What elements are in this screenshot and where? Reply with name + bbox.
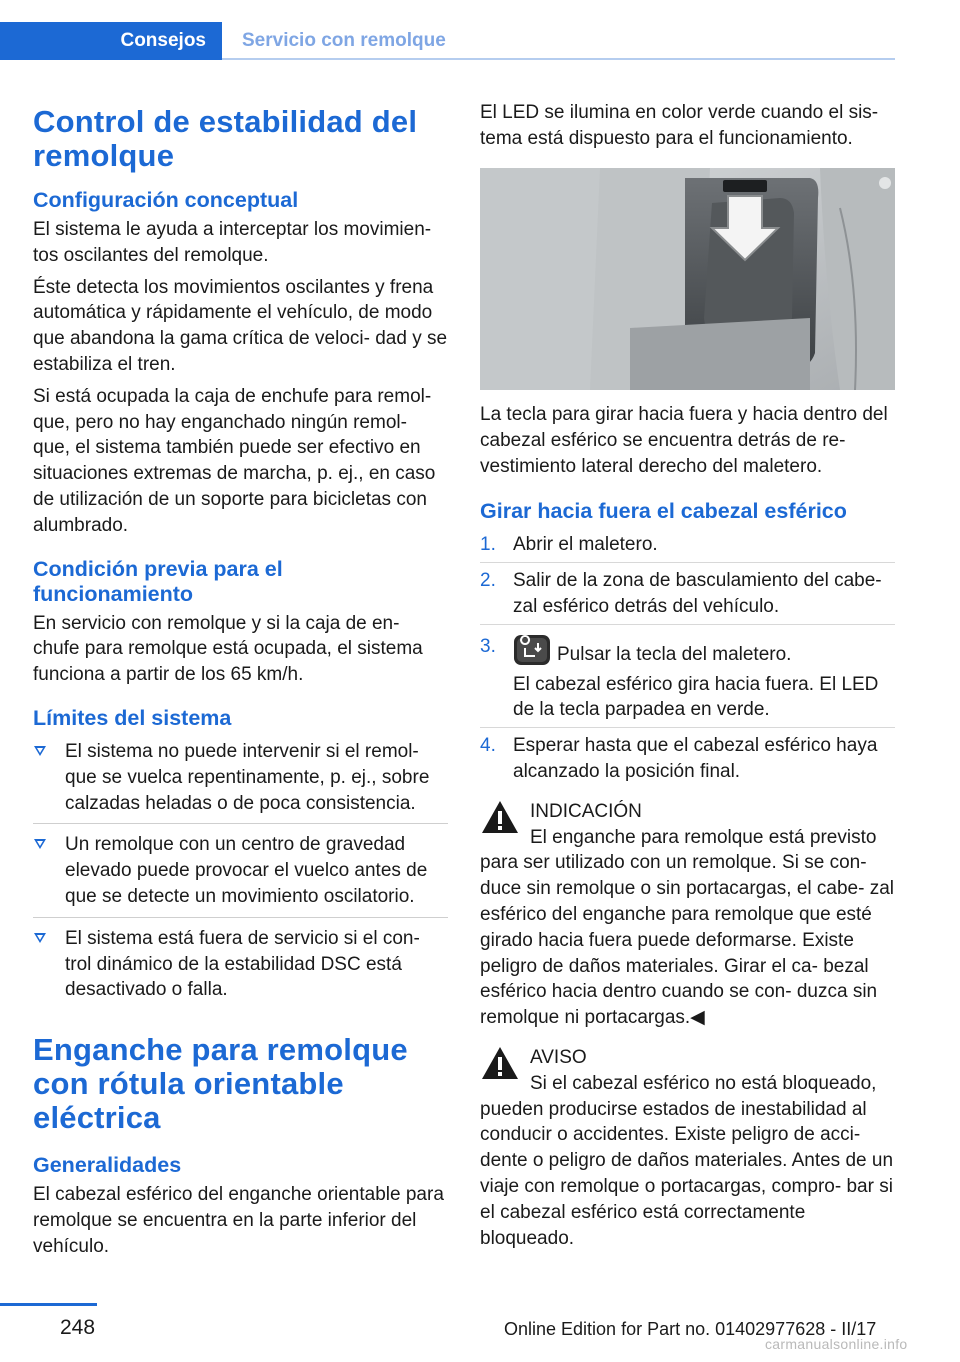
- divider: [480, 562, 895, 563]
- paragraph-button-location: La tecla para girar hacia fuera y hacia dentro del cabezal esférico se encuentra detrás de re‐ vestimiento lateral derecho del maletero.: [480, 404, 888, 477]
- note-body: El enganche para remolque está previsto para ser utilizado con un remolque. Si se con‐ duce sin remolque o sin portacargas, el cabe‐ zal esférico del enganche para remolque que esté girado hacia fuera puede deformarse. Existe peligro de daños materiales. Girar el ca‐ bezal esférico hacia dentro cuando se con‐ duzca sin remolque ni portacargas.◀: [480, 826, 895, 1029]
- watermark: carmanualsonline.info: [765, 1336, 908, 1352]
- divider: [480, 727, 895, 728]
- list-item-step-2: 2. Salir de la zona de basculamiento del cabe‐ zal esférico detrás del vehículo.: [480, 568, 895, 620]
- right-column: [480, 100, 895, 152]
- paragraph-condition: En servicio con remolque y si la caja de en‐ chufe para remolque está ocupada, el sistema funciona a partir de los 65 km/h.: [33, 612, 423, 686]
- list-item: El sistema no puede intervenir si el remol‐ que se vuelca repentinamente, p. ej., sobre calzadas heladas o de poca consistencia.: [33, 739, 448, 816]
- paragraph-general: El cabezal esférico del enganche orientable para remolque se encuentra en la parte inferior del vehículo.: [33, 1184, 444, 1257]
- divider: [33, 823, 448, 824]
- warning-triangle-icon: [480, 799, 520, 835]
- paragraph-concept-3: Si está ocupada la caja de enchufe para remol‐ que, pero no hay enganchado ningún remol‐ que, el sistema también puede ser efectivo en situaciones extremas de marcha, p. ej., en caso de utilización de un soporte para bicicletas con alumbrado.: [33, 385, 436, 536]
- warning-title: AVISO: [530, 1046, 587, 1068]
- triangle-bullet-icon: [34, 746, 46, 756]
- heading-trailer-hitch: Enganche para remolque con rótula orientable eléctrica: [33, 1032, 408, 1136]
- note-title: INDICACIÓN: [530, 800, 642, 822]
- divider: [33, 917, 448, 918]
- steps-list: [480, 532, 895, 784]
- limits-list: [33, 739, 448, 1003]
- warning-triangle-icon: [480, 1045, 520, 1081]
- list-item-step-4: 4. Esperar hasta que el cabezal esférico haya alcanzado la posición final.: [480, 735, 878, 782]
- heading-condition: Condición previa para el funcionamiento: [33, 556, 283, 606]
- list-item: El sistema está fuera de servicio si el con‐ trol dinámico de la estabilidad DSC está desactivado o falla.: [33, 926, 448, 1003]
- warning-body: Si el cabezal esférico no está bloqueado, pueden producirse estados de inestabilidad al conducir o accidentes. Existe peligro de acci‐ dente o peligro de daños materiales. Antes de un viaje con remolque o portacargas, compro‐ bar si el cabezal esférico está correctamente bloqueado.: [480, 1072, 894, 1249]
- list-item-step-3: 3. Pulsar la tecla del maletero. El cabezal esférico gira hacia fuera. El LED de la tecla parpadea en verde.: [480, 634, 895, 723]
- left-column: [33, 100, 448, 1260]
- triangle-bullet-icon: [34, 839, 46, 849]
- right-column-lower: [480, 402, 895, 1251]
- paragraph-concept-2: Éste detecta los movimientos oscilantes y frena automática y rápidamente el vehículo, de modo que abandona la gama crítica de veloci‐ dad y se estabiliza el tren.: [33, 276, 448, 375]
- paragraph-led: El LED se ilumina en color verde cuando el sis‐ tema está dispuesto para el funcionamiento.: [480, 102, 879, 149]
- heading-general: Generalidades: [33, 1153, 182, 1178]
- footer-accent-line: [0, 1303, 97, 1306]
- warning-box: [480, 1045, 895, 1251]
- heading-concept: Configuración conceptual: [33, 188, 299, 212]
- heading-limits: Límites del sistema: [33, 705, 232, 730]
- trunk-side-panel-image: [480, 168, 895, 390]
- heading-stability-control: Control de estabilidad del remolque: [33, 104, 418, 173]
- triangle-bullet-icon: [34, 933, 46, 943]
- divider: [480, 624, 895, 625]
- header-tabs: [0, 22, 895, 62]
- trunk-panel-illustration: [480, 168, 895, 390]
- note-box: [480, 799, 895, 1031]
- trailer-hitch-button-icon: [513, 634, 551, 666]
- list-item-step-1: 1. Abrir el maletero.: [480, 532, 895, 558]
- tab-servicio-con-remolque[interactable]: Servicio con remolque: [242, 30, 446, 51]
- step-3-detail: El cabezal esférico gira hacia fuera. El LED de la tecla parpadea en verde.: [513, 673, 879, 721]
- list-item: Un remolque con un centro de gravedad elevado puede provocar el vuelco antes de que se detecte un movimiento oscilatorio.: [33, 832, 448, 909]
- paragraph-concept-1: El sistema le ayuda a interceptar los movimien‐ tos oscilantes del remolque.: [33, 219, 432, 266]
- edition-text: Online Edition for Part no. 01402977628 - II/17: [504, 1319, 877, 1339]
- tab-consejos[interactable]: Consejos: [0, 22, 222, 60]
- page-number: 248: [60, 1316, 96, 1339]
- heading-swing-out: Girar hacia fuera el cabezal esférico: [480, 499, 847, 524]
- header-divider: [222, 58, 895, 60]
